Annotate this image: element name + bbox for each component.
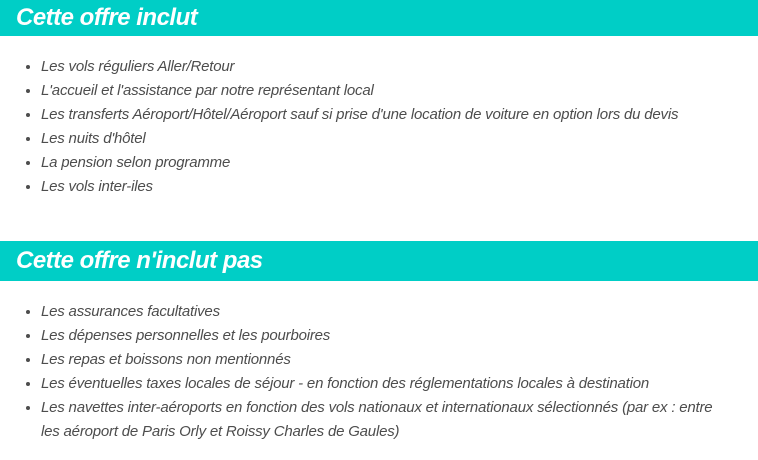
offer-includes-section: [0, 0, 758, 199]
offer-excludes-header: [0, 241, 758, 281]
list-item: • Les éventuelles taxes locales de séjour - en fonction des réglementations locales à destination: [41, 372, 734, 396]
offer-excludes-title: Cette offre n'inclut pas: [16, 247, 263, 274]
list-item: • Les nuits d'hôtel: [41, 127, 734, 151]
list-item: • Les vols réguliers Aller/Retour: [41, 55, 734, 79]
list-item: • L'accueil et l'assistance par notre représentant local: [41, 79, 734, 103]
offer-includes-title: Cette offre inclut: [16, 4, 198, 31]
list-item: • Les assurances facultatives: [41, 300, 734, 324]
list-item: • Les transferts Aéroport/Hôtel/Aéroport sauf si prise d'une location de voiture en option lors du devis: [41, 103, 734, 127]
offer-includes-header: [0, 0, 758, 36]
list-item: • Les dépenses personnelles et les pourboires: [41, 324, 734, 348]
list-item: • La pension selon programme: [41, 151, 734, 175]
list-item: • Les navettes inter-aéroports en fonction des vols nationaux et internationaux sélectionnés (par ex : entre les aéroport de Paris Orly et Roissy Charles de Gaules): [41, 396, 734, 444]
list-item: • Les repas et boissons non mentionnés: [41, 348, 734, 372]
offer-excludes-section: [0, 241, 758, 444]
list-item: • Les vols inter-iles: [41, 175, 734, 199]
offer-excludes-list: [0, 300, 758, 444]
offer-includes-list: [0, 55, 758, 199]
